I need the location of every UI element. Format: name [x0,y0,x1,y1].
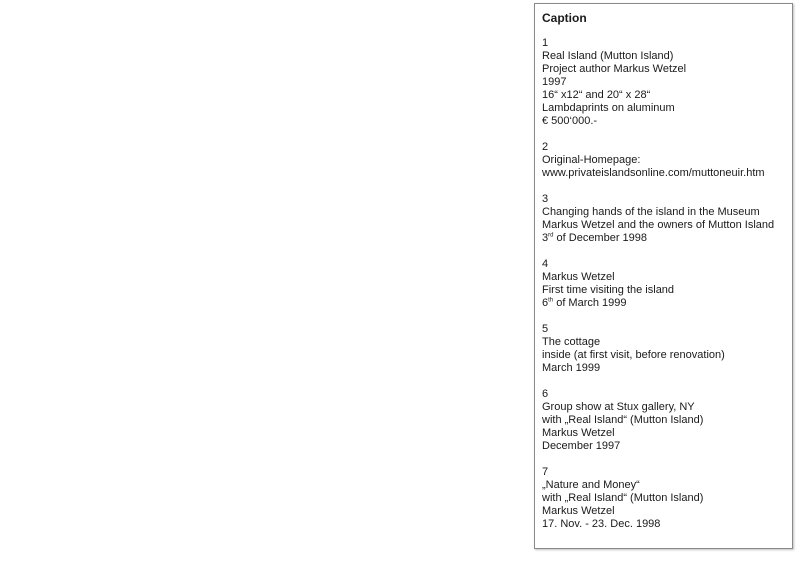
entry-number: 5 [542,323,549,335]
entry-line: with „Real Island“ (Mutton Island) [542,414,704,426]
entry-line: Markus Wetzel [542,427,615,439]
entry-number: 7 [542,466,549,478]
homepage-url: www.privateislandsonline.com/muttoneuir.htm [542,167,765,179]
caption-entry-6 [542,388,792,453]
entry-number: 3 [542,193,549,205]
entry-number: 2 [542,141,549,153]
date-rest: of December 1998 [553,232,648,244]
date-day: 6 [542,297,549,309]
entry-line: Markus Wetzel and the owners of Mutton Island [542,219,775,231]
entry-line: Group show at Stux gallery, NY [542,401,695,413]
entry-line: Lambdaprints on aluminum [542,102,675,114]
caption-entry-5 [542,323,792,375]
entry-line: March 1999 [542,362,601,374]
entry-line: First time visiting the island [542,284,675,296]
caption-entry-4 [542,258,792,310]
entry-line: Original-Homepage: [542,154,641,166]
entry-line: € 500‘000.- [542,115,598,127]
date-day: 3 [542,232,549,244]
entry-line: Changing hands of the island in the Museum [542,206,760,218]
date-rest: of March 1999 [553,297,627,309]
caption-title: Caption [542,11,587,25]
caption-entry-3 [542,193,792,245]
caption-entry-1 [542,37,792,128]
entry-line: 17. Nov. - 23. Dec. 1998 [542,518,661,530]
caption-entry-2 [542,141,792,180]
entry-line: 16“ x12“ and 20“ x 28“ [542,89,651,101]
date-suffix: rd [548,232,554,239]
entry-number: 6 [542,388,549,400]
entry-line: inside (at first visit, before renovation) [542,349,725,361]
entry-date [542,232,792,245]
entry-line: Markus Wetzel [542,505,615,517]
entry-line: Project author Markus Wetzel [542,63,687,75]
entry-line: The cottage [542,336,601,348]
date-suffix: th [548,297,554,304]
entry-number: 4 [542,258,549,270]
entry-line: „Nature and Money“ [542,479,640,491]
caption-entry-7 [542,466,792,531]
entry-line: Real Island (Mutton Island) [542,50,674,62]
entry-line: December 1997 [542,440,621,452]
entry-line: 1997 [542,76,567,88]
entry-line: with „Real Island“ (Mutton Island) [542,492,704,504]
entry-line: Markus Wetzel [542,271,615,283]
caption-panel [534,3,793,549]
entry-number: 1 [542,37,549,49]
entry-date [542,297,792,310]
